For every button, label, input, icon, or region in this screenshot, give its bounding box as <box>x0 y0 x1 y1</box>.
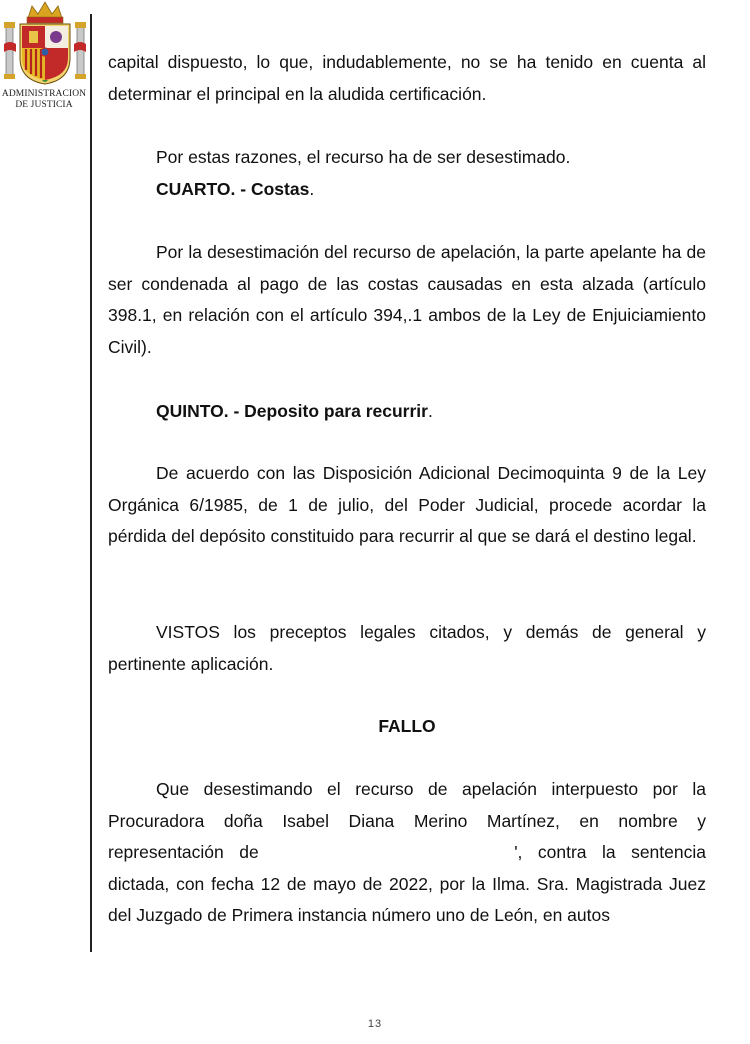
paragraph-block-deposito <box>108 458 706 553</box>
paragraph-fallo <box>108 774 706 932</box>
heading-cuarto-text: CUARTO. - Costas <box>156 179 310 199</box>
paragraph-vistos: VISTOS los preceptos legales citados, y demás de general y pertinente aplicación. <box>108 622 706 674</box>
institution-label <box>0 89 88 111</box>
paragraph-costas: Por la desestimación del recurso de apelación, la parte apelante ha de ser condenada al pago de las costas causadas en esta alzada (artículo 398.1, en relación con el artículo 394,.1 ambos de la Ley de Enjuiciamiento Civil). <box>108 242 706 357</box>
paragraph-fallo-part-2: ', contra la sentencia dictada, con fecha 12 de mayo de 2022, por la Ilma. Sra. Magistrada Juez del Juzgado de Primera instancia número uno de León, en autos <box>108 842 706 925</box>
heading-block-cuarto <box>108 174 706 206</box>
paragraph-block-vistos <box>108 617 706 680</box>
heading-quinto-text: QUINTO. - Deposito para recurrir <box>156 401 428 421</box>
paragraph-capital: capital dispuesto, lo que, indudablemente, no se ha tenido en cuenta al determinar el principal en la aludida certificación. <box>108 52 706 104</box>
heading-cuarto: CUARTO. - Costas. <box>156 179 315 199</box>
page-number: 13 <box>367 1018 383 1030</box>
heading-quinto: QUINTO. - Deposito para recurrir. <box>156 401 433 421</box>
paragraph-block-fallo <box>108 774 706 932</box>
institution-line-1: ADMINISTRACION <box>1 89 87 99</box>
paragraph-razones: Por estas razones, el recurso ha de ser desestimado. <box>156 147 571 167</box>
heading-fallo: FALLO <box>378 716 436 736</box>
heading-block-fallo <box>108 711 706 743</box>
paragraph-block-costas <box>108 237 706 363</box>
coat-of-arms-logo <box>2 0 88 86</box>
margin-rule <box>90 14 92 952</box>
paragraph-fallo-part-1: Que desestimando el recurso de apelación interpuesto por la Procuradora doña Isabel Diana Merino Martínez, en nombre y representación de <box>108 779 706 862</box>
document-body <box>108 47 706 110</box>
paragraph-block-2 <box>108 142 706 174</box>
paragraph-deposito: De acuerdo con las Disposición Adicional Decimoquinta 9 de la Ley Orgánica 6/1985, de 1 de julio, del Poder Judicial, procede acordar la pérdida del depósito constituido para recurrir al que se dará el destino legal. <box>108 463 706 546</box>
heading-block-quinto <box>108 396 706 428</box>
institution-line-2: DE JUSTICIA <box>15 100 73 110</box>
